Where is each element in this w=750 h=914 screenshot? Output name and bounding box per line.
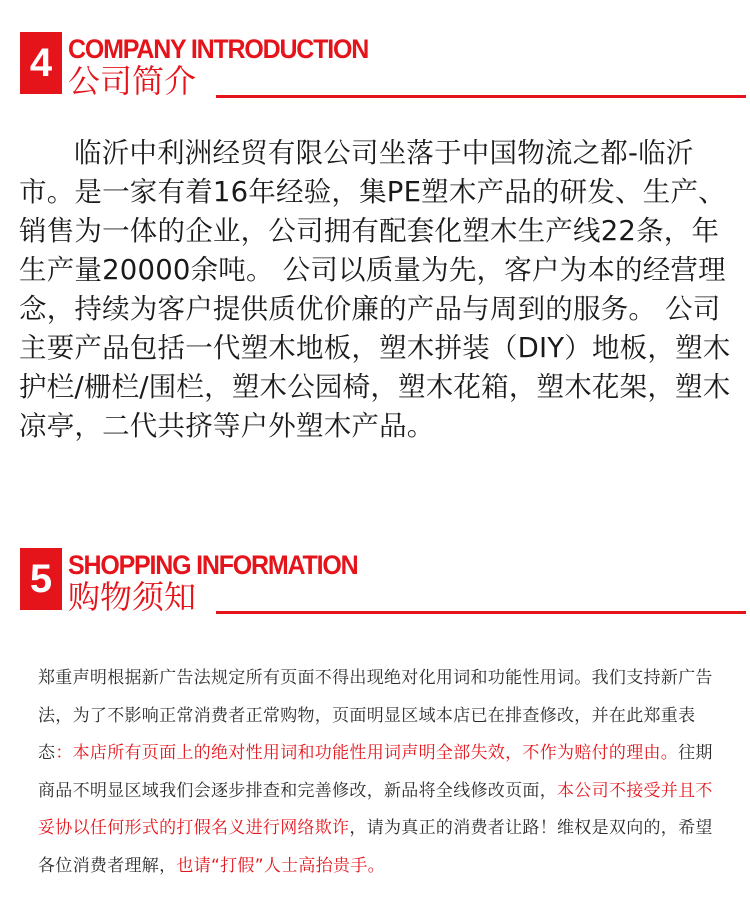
notice-text-part: 郑重声明根据新广告法规定所有页面不得出现绝对化用词和功能性用词。我们支持新广告法，为了不影响正常消费者正常购物，页面明显区域本店已在排查修改，并在此郑重表态 xyxy=(38,668,713,763)
section-title-cn: 购物须知 xyxy=(68,578,197,616)
notice-text-part: ，请为真正的消费者让路！维权是双向的，希望各位消费者理解， xyxy=(38,818,713,876)
section-title-en: COMPANY INTRODUCTION xyxy=(68,34,369,65)
shopping-notice-text xyxy=(38,660,718,885)
section-header-shopping-info xyxy=(0,548,750,638)
notice-highlight-text: 也请“打假”人士高抬贵手。 xyxy=(176,855,385,876)
section-number-badge: 5 xyxy=(20,548,62,610)
section-title-cn: 公司简介 xyxy=(68,62,197,100)
notice-text-part: 往期商品不明显区域我们会逐步排查和完善修改，新品将全线修改页面， xyxy=(38,743,713,801)
title-underline xyxy=(216,611,746,614)
section-header-company-intro xyxy=(0,32,750,122)
notice-highlight-text: ：本店所有页面上的绝对性用词和功能性用词声明全部失效，不作为赔付的理由。 xyxy=(55,743,679,763)
title-underline xyxy=(216,95,746,98)
section-number-badge: 4 xyxy=(20,32,62,94)
company-intro-text: 临沂中利洲经贸有限公司坐落于中国物流之都-临沂市。是一家有着16年经验，集PE塑木产品的研发、生产、销售为一体的企业，公司拥有配套化塑木生产线22条，年生产量20000余吨。 公司以质量为先，客户为本的经营理念，持续为客户提供质优价廉的产品与周到的服务。 公司主要产品包括一代塑木地板，塑木拼装（DIY）地板，塑木护栏/栅栏/围栏，塑木公园椅，塑木花箱，塑木花架，塑木凉亭，二代共挤等户外塑木产品。 xyxy=(19,137,731,442)
section-title-en: SHOPPING INFORMATION xyxy=(68,550,358,581)
notice-highlight-text: 本公司不接受并且不妥协以任何形式的打假名义进行网络欺诈 xyxy=(38,780,713,838)
